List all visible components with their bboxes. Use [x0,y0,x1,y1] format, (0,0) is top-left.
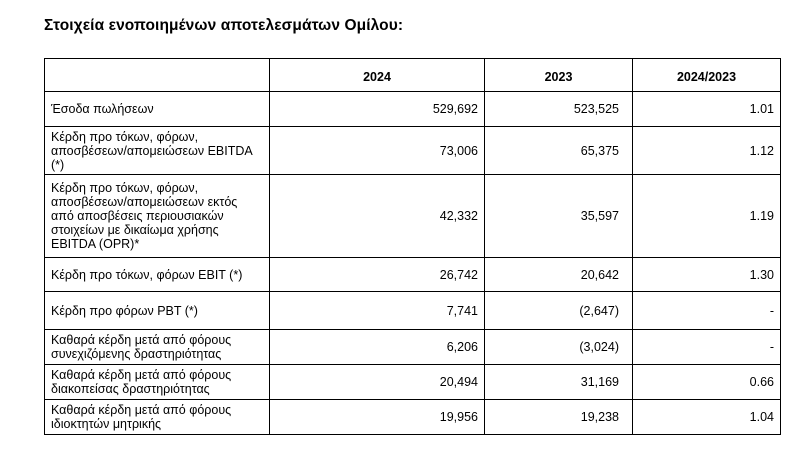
table-row [45,92,781,127]
table-row [45,292,781,330]
value-ratio: - [633,292,781,330]
row-label: Κέρδη προ τόκων, φόρων EBIT (*) [45,258,270,292]
value-ratio: 0.66 [633,365,781,400]
table-header-row [45,59,781,92]
table-row [45,175,781,258]
table-row [45,400,781,435]
table-row [45,330,781,365]
row-label: Κέρδη προ τόκων, φόρων, αποσβέσεων/απομειώσεων EBITDA (*) [45,127,270,175]
table-row [45,365,781,400]
row-label: Κέρδη προ φόρων PBT (*) [45,292,270,330]
table-row [45,127,781,175]
value-2024: 42,332 [270,175,485,258]
row-label: Καθαρά κέρδη μετά από φόρους ιδιοκτητών μητρικής [45,400,270,435]
value-2023: (2,647) [485,292,633,330]
value-ratio: 1.01 [633,92,781,127]
value-ratio: 1.12 [633,127,781,175]
value-2024: 6,206 [270,330,485,365]
value-2024: 529,692 [270,92,485,127]
header-2024: 2024 [270,59,485,92]
row-label: Έσοδα πωλήσεων [45,92,270,127]
value-2023: 20,642 [485,258,633,292]
value-2024: 19,956 [270,400,485,435]
value-2024: 73,006 [270,127,485,175]
row-label: Καθαρά κέρδη μετά από φόρους συνεχιζόμενης δραστηριότητας [45,330,270,365]
value-2023: (3,024) [485,330,633,365]
header-label-cell [45,59,270,92]
value-2024: 7,741 [270,292,485,330]
value-2023: 19,238 [485,400,633,435]
value-2023: 65,375 [485,127,633,175]
value-ratio: - [633,330,781,365]
value-ratio: 1.19 [633,175,781,258]
value-ratio: 1.04 [633,400,781,435]
header-ratio: 2024/2023 [633,59,781,92]
value-2023: 31,169 [485,365,633,400]
page-title: Στοιχεία ενοποιημένων αποτελεσμάτων Ομίλου: [44,17,404,34]
row-label: Καθαρά κέρδη μετά από φόρους διακοπείσας δραστηριότητας [45,365,270,400]
table-row [45,258,781,292]
value-2023: 35,597 [485,175,633,258]
value-2024: 26,742 [270,258,485,292]
header-2023: 2023 [485,59,633,92]
row-label: Κέρδη προ τόκων, φόρων, αποσβέσεων/απομειώσεων εκτός από αποσβέσεις περιουσιακών στοιχείων με δικαίωμα χρήσης EBITDA (OPR)* [45,175,270,258]
consolidated-results-table [44,58,781,435]
value-2024: 20,494 [270,365,485,400]
value-ratio: 1.30 [633,258,781,292]
value-2023: 523,525 [485,92,633,127]
